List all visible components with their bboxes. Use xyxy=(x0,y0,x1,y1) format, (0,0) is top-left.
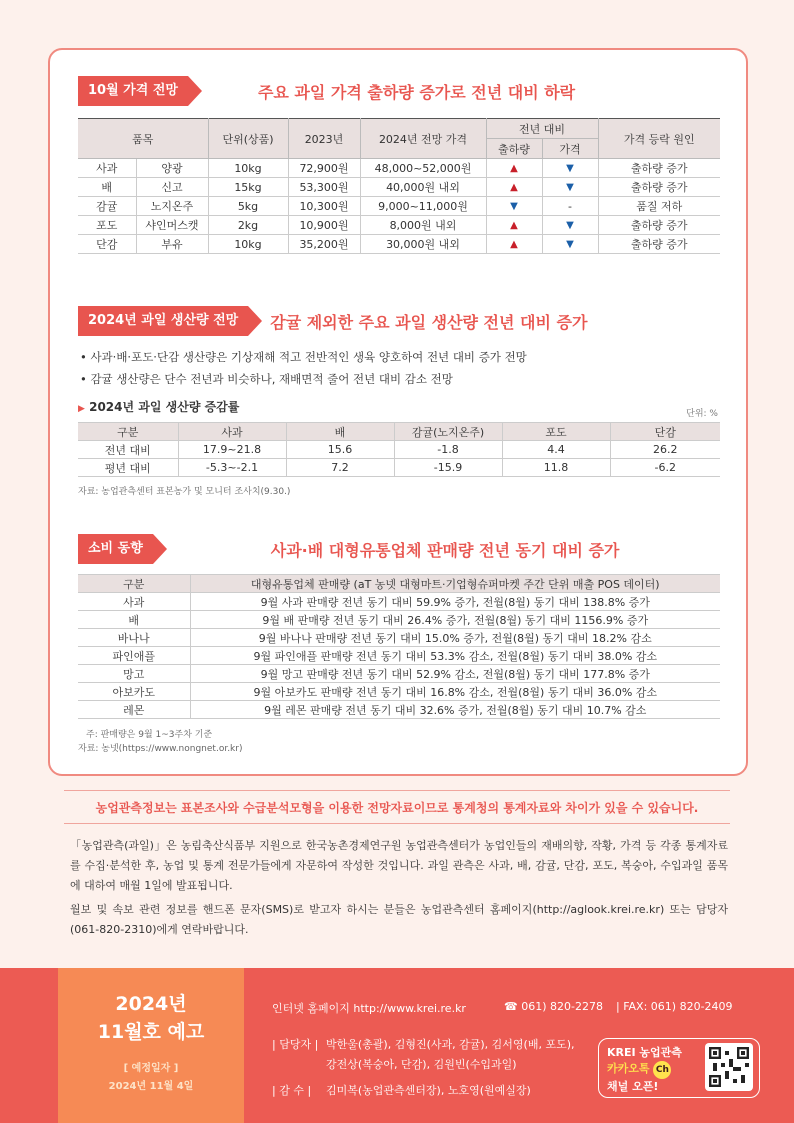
kakao-channel-banner[interactable] xyxy=(598,1038,760,1098)
ship-trend: ▲ xyxy=(486,178,542,197)
table-row: 평년 대비 -5.3~-2.1 7.2 -15.9 11.8 -6.2 xyxy=(78,459,720,477)
table-row: 전년 대비 17.9~21.8 15.6 -1.8 4.4 26.2 xyxy=(78,441,720,459)
table-row: 파인애플 9월 파인애플 판매량 전년 동기 대비 53.3% 감소, 전월(8월) 동기 대비 38.0% 감소 xyxy=(78,647,720,665)
col-2024: 2024년 전망 가격 xyxy=(360,119,486,159)
price-trend: - xyxy=(542,197,598,216)
kakao-title: KREI 농업관측 xyxy=(607,1046,682,1059)
qr-code-graphic xyxy=(709,1047,749,1087)
staff-line1: 박한울(총괄), 김형진(사과, 감귤), 김서영(배, 포도), xyxy=(326,1038,575,1051)
price-trend: ▼ xyxy=(542,178,598,197)
ship-trend: ▼ xyxy=(486,197,542,216)
qr-code-icon[interactable] xyxy=(705,1043,753,1091)
kakao-open: 채널 오픈! xyxy=(607,1080,659,1093)
table-row: 아보카도 9월 아보카도 판매량 전년 동기 대비 16.8% 감소, 전월(8월) 동기 대비 36.0% 감소 xyxy=(78,683,720,701)
supervisor-label: | 감 수 | xyxy=(272,1084,312,1097)
table-row: 단감 부유 10kg 35,200원 30,000원 내외 ▲ ▼ 출하량 증가 xyxy=(78,235,720,254)
table-row: 망고 9월 망고 판매량 전년 동기 대비 52.9% 감소, 전월(8월) 동기 대비 177.8% 증가 xyxy=(78,665,720,683)
col-2023: 2023년 xyxy=(288,119,360,159)
section-headline: 사과·배 대형유통업체 판매량 전년 동기 대비 증가 xyxy=(270,540,620,560)
phone-number: ☎ 061) 820-2278 xyxy=(504,1000,603,1013)
kakao-label: 카카오톡 xyxy=(607,1062,650,1075)
intro-paragraph: 「농업관측(과일)」은 농림축산식품부 지원으로 한국농촌경제연구원 농업관측센터가 농업인들의 재배의향, 작황, 가격 등 각종 통계자료를 수집·분석한 후, 농업 및 통계 전문가들에게 자문하여 작성한 것입니다. 과일 관측은 사과, 배, 감귤, 단감, 포도, 복숭아, 수입과일 품목에 대하여 매월 1일에 발표됩니다. xyxy=(70,839,728,892)
ship-trend: ▲ xyxy=(486,235,542,254)
bullet-item: • 감귤 생산량은 단수 전년과 비슷하나, 재배면적 줄어 전년 대비 감소 전망 xyxy=(80,368,527,390)
section-headline: 감귤 제외한 주요 과일 생산량 전년 대비 증가 xyxy=(270,312,588,332)
table-row: 사과 양광 10kg 72,900원 48,000~52,000원 ▲ ▼ 출하량 증가 xyxy=(78,159,720,178)
staff-line2: 강전상(복숭아, 단감), 김원빈(수입과일) xyxy=(326,1058,517,1071)
next-issue-box xyxy=(58,968,244,1123)
production-source: 자료: 농업관측센터 표본농가 및 모니터 조사치(9.30.) xyxy=(78,487,291,497)
consumption-source: 자료: 농넷(https://www.nongnet.or.kr) xyxy=(78,744,243,754)
price-trend: ▼ xyxy=(542,235,598,254)
bullet-item: • 사과·배·포도·단감 생산량은 기상재해 적고 전반적인 생육 양호하여 전년 대비 증가 전망 xyxy=(80,346,527,368)
ship-trend: ▲ xyxy=(486,216,542,235)
price-trend: ▼ xyxy=(542,216,598,235)
date-label: [ 예정일자 ] xyxy=(123,1063,179,1074)
section-tag: 10월 가격 전망 xyxy=(78,76,188,106)
col-yoy: 전년 대비 xyxy=(486,119,598,139)
triangle-right-icon: ▶ xyxy=(78,404,85,414)
col-unit: 단위(상품) xyxy=(208,119,288,159)
supervisor: 김미복(농업관측센터장), 노호영(원예실장) xyxy=(326,1084,531,1097)
contact-paragraph: 월보 및 속보 관련 정보를 핸드폰 문자(SMS)로 받고자 하시는 분들은 농업관측센터 홈페이지(http://aglook.krei.re.kr) 또는 담당자(061-820-2310)에게 연락바랍니다. xyxy=(70,903,728,936)
table-row: 배 신고 15kg 53,300원 40,000원 내외 ▲ ▼ 출하량 증가 xyxy=(78,178,720,197)
table-row: 포도 샤인머스캣 2kg 10,900원 8,000원 내외 ▲ ▼ 출하량 증가 xyxy=(78,216,720,235)
table-row: 사과 9월 사과 판매량 전년 동기 대비 59.9% 증가, 전월(8월) 동기 대비 138.8% 증가 xyxy=(78,593,720,611)
consumption-note: 주: 판매량은 9월 1~3주차 기준 xyxy=(86,730,213,740)
section-production-header xyxy=(78,306,587,336)
col-item: 품목 xyxy=(78,119,208,159)
production-table: 구분 사과 배 감귤(노지온주) 포도 단감 전년 대비 17.9~21.8 15.6 -1.8 4.4 26.2 평년 대비 -5.3~-2.1 7.2 -15.9 11.8 -6.2 xyxy=(78,422,720,477)
section-price-outlook-header xyxy=(78,76,575,106)
homepage-link[interactable]: 인터넷 홈페이지 http://www.krei.re.kr xyxy=(272,1002,466,1015)
table-row: 레몬 9월 레몬 판매량 전년 동기 대비 32.6% 증가, 전월(8월) 동기 대비 10.7% 감소 xyxy=(78,701,720,719)
fax-number: | FAX: 061) 820-2409 xyxy=(616,1000,733,1013)
col-cause: 가격 등락 원인 xyxy=(598,119,720,159)
consumption-table: 구분 대형유통업체 판매량 (aT 농넷 대형마트·기업형슈퍼마켓 주간 단위 매출 POS 데이터) 사과 9월 사과 판매량 전년 동기 대비 59.9% 증가, 전월(8월) 동기 대비 138.8% 증가 배 9월 배 판매량 전년 동기 대비 26.4% 증가, 전월(8월) 동기 대비 1156.9% 증가 바나나 9월 바나나 판매량 전년 동기 대비 15.0% 증가, 전월(8월) 동기 대비 18.2% 감소 파인애플 9월 파인애플 판매량 전년 동기 대비 53.3% 감소, 전월(8월) 동기 대비 38.0% 감소 망고 9월 망고 판매량 전년 동기 대비 52.9% 감소, 전월(8월) 동기 대비 177.8% 증가 아보카도 9월 아보카도 판매량 전년 동기 대비 16.8% 감소, 전월(8월) 동기 대비 36.0% 감소 레몬 9월 레몬 판매량 전년 동기 대비 32.6% 증가, 전월(8월) 동기 대비 10.7% 감소 xyxy=(78,574,720,719)
section-tag: 2024년 과일 생산량 전망 xyxy=(78,306,248,336)
staff-label: | 담당자 | xyxy=(272,1038,319,1051)
kakao-ch-icon: Ch xyxy=(653,1061,671,1079)
col-ship: 출하량 xyxy=(486,139,542,159)
next-issue-year: 2024년 xyxy=(115,993,187,1015)
release-date: 2024년 11월 4일 xyxy=(108,1081,194,1092)
section-tag: 소비 동향 xyxy=(78,534,153,564)
production-bullets xyxy=(80,346,527,390)
table-row: 배 9월 배 판매량 전년 동기 대비 26.4% 증가, 전월(8월) 동기 대비 1156.9% 증가 xyxy=(78,611,720,629)
table-row: 감귤 노지온주 5kg 10,300원 9,000~11,000원 ▼ - 품질 저하 xyxy=(78,197,720,216)
section-consumption-header xyxy=(78,534,619,564)
production-subhead: ▶ 2024년 과일 생산량 증감률 xyxy=(78,400,240,414)
ship-trend: ▲ xyxy=(486,159,542,178)
unit-label: 단위: % xyxy=(686,409,718,419)
price-outlook-table xyxy=(78,118,720,254)
price-trend: ▼ xyxy=(542,159,598,178)
col-price: 가격 xyxy=(542,139,598,159)
disclaimer: 농업관측정보는 표본조사와 수급분석모형을 이용한 전망자료이므로 통계청의 통계자료와 차이가 있을 수 있습니다. xyxy=(64,790,730,824)
section-headline: 주요 과일 가격 출하량 증가로 전년 대비 하락 xyxy=(257,82,576,102)
table-row: 바나나 9월 바나나 판매량 전년 동기 대비 15.0% 증가, 전월(8월) 동기 대비 18.2% 감소 xyxy=(78,629,720,647)
next-issue-title: 11월호 예고 xyxy=(97,1021,205,1043)
